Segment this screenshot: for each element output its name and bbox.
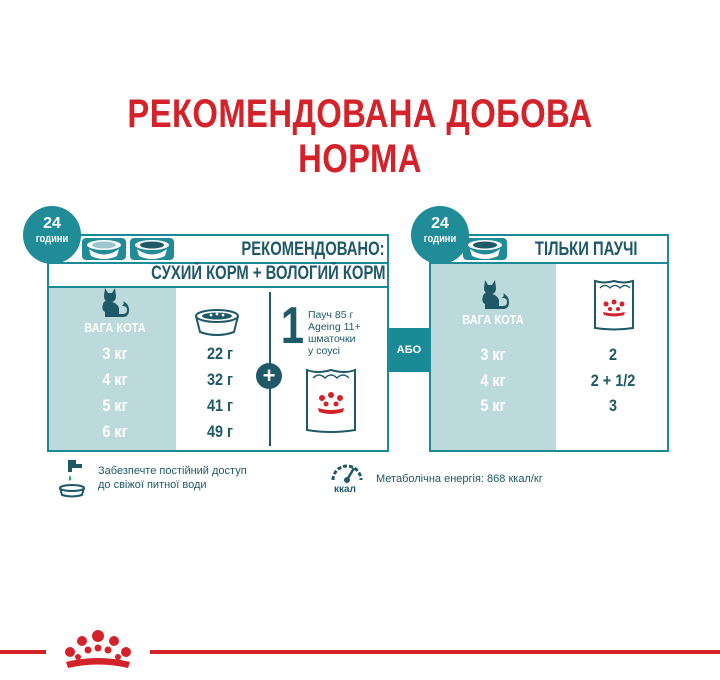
left-header-line1: РЕКОМЕНДОВАНО: [241,239,385,260]
left-weight-3: 3 кг [102,344,128,363]
right-weight-3: 3 кг [480,345,506,364]
energy-note: Метаболічна енергія: 868 ккал/кг [376,473,543,485]
dry-amount-4kg: 32 г [206,370,234,389]
left-header-line2: СУХИЙ КОРМ + ВОЛОГИЙ КОРМ [150,263,385,284]
or-connector: АБО [387,328,431,372]
right-weight-4: 4 кг [480,371,506,390]
left-weight-5: 5 кг [102,396,128,415]
dry-amount-6kg: 49 г [206,422,234,441]
pouch-desc-line1: Пауч 85 г [308,309,354,321]
left-weight-4: 4 кг [102,370,128,389]
page-title: РЕКОМЕНДОВАНА ДОБОВА НОРМА [127,92,593,181]
wet-bowl-icon [130,238,174,260]
right-badge-label: години [423,233,457,245]
bowl-icons-header [80,232,176,262]
right-header: ТІЛЬКИ ПАУЧІ [535,239,638,260]
plus-icon: + [256,363,282,389]
dry-amount-5kg: 41 г [206,396,234,415]
wet-bowl-icon [462,234,508,262]
water-note-line2: до свіжої питної води [98,479,207,491]
pouch-desc-line3: шматочки [308,333,356,345]
pouch-icon [592,278,636,332]
cat-icon [97,284,131,318]
bowl-icon [82,238,126,260]
left-badge-label: години [35,233,69,245]
pouch-amount-4kg: 2 + 1/2 [590,371,636,390]
kcal-gauge-icon [330,458,364,484]
left-weight-6: 6 кг [102,422,128,441]
pouch-count: 1 [280,297,305,355]
pouch-amount-3kg: 2 [608,345,618,364]
water-tap-icon [58,458,88,498]
water-note-line1: Забезпечте постійний доступ [98,465,247,477]
bowl-icon [194,308,240,336]
right-badge-number: 24 [431,215,449,232]
right-weight-5: 5 кг [480,396,506,415]
left-weight-label: ВАГА КОТА [84,320,146,335]
water-note [98,464,247,492]
crown-logo-icon [56,628,140,672]
kcal-label: ккал [334,484,356,495]
right-weight-label: ВАГА КОТА [462,312,524,327]
pouch-description [308,309,361,357]
cat-icon [477,276,511,310]
left-badge-number: 24 [43,215,61,232]
pouch-desc-line2: Ageing 11+ [308,321,361,333]
dry-amount-3kg: 22 г [206,344,234,363]
pouch-amount-5kg: 3 [608,396,618,415]
pouch-desc-line4: у соусі [308,345,340,357]
left-24h-badge [23,206,81,264]
right-24h-badge [411,206,469,264]
pouch-icon [303,366,359,436]
